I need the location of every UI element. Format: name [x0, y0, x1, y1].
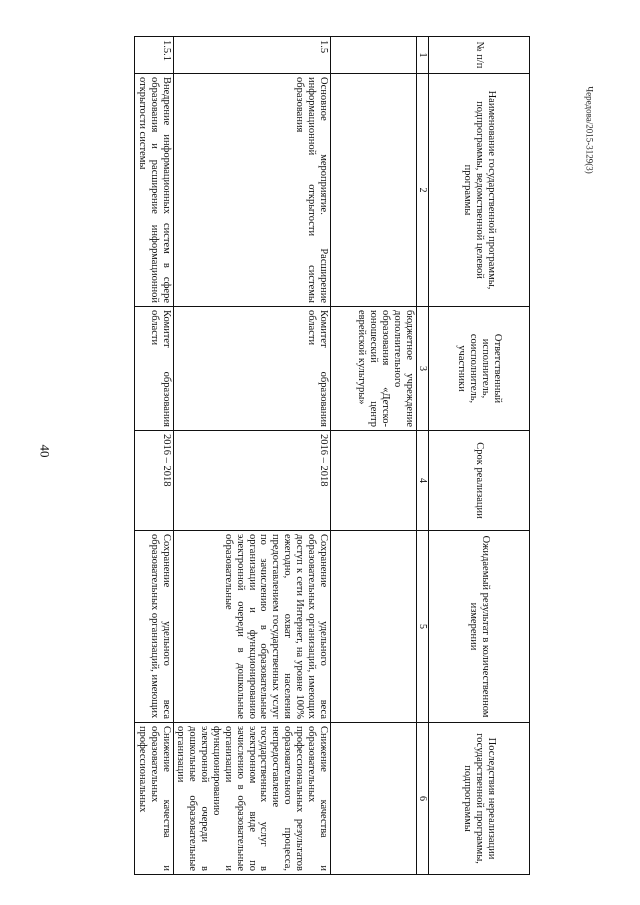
table-header [429, 37, 530, 875]
header-program-name: Наименование государственной программы, подпрограммы, ведомственной целевой программы [429, 74, 530, 307]
row-executor: бюджетное учреждение дополнительного образования «Детско-юношеский центр еврейской культуры» [330, 307, 416, 431]
row-executor: Комитет образования области [134, 307, 173, 431]
header-number: № п/п [429, 37, 530, 74]
column-number: 3 [416, 307, 428, 431]
column-number: 1 [416, 37, 428, 74]
program-measures-table [134, 36, 530, 875]
column-number: 5 [416, 531, 428, 723]
row-program-name: Основное мероприятие. Расширение информационной открытости системы образования [173, 74, 330, 307]
header-executor: Ответственный исполнитель, соисполнитель, участники [429, 307, 530, 431]
row-consequence: Снижение качества и образовательных профессиональных [134, 723, 173, 875]
row-term: 2016 – 2018 [134, 431, 173, 531]
document-code: Чередова/2015-3129(3) [584, 86, 595, 174]
column-number: 2 [416, 74, 428, 307]
row-consequence: Снижение качества и образовательных профессиональных результатов образовательного процесса, непредоставление государственных услуг в электронном виде по зачислению в образовательные организации и функционированию электронной очереди в дошкольные образовательные организации [173, 723, 330, 875]
row-expected-result [330, 531, 416, 723]
header-consequences: Последствия нереализации государственной программы, подпрограммы [429, 723, 530, 875]
row-expected-result: Сохранение удельного веса образовательных организаций, имеющих [134, 531, 173, 723]
row-consequence [330, 723, 416, 875]
column-number-row [416, 37, 428, 875]
row-program-name [330, 74, 416, 307]
row-term [330, 431, 416, 531]
table-row [134, 37, 173, 875]
row-number: 1.5 [173, 37, 330, 74]
header-term: Срок реализации [429, 431, 530, 531]
row-executor: Комитет образования области [173, 307, 330, 431]
column-number: 4 [416, 431, 428, 531]
row-number: 1.5.1 [134, 37, 173, 74]
table-row [330, 37, 416, 875]
row-term: 2016 – 2018 [173, 431, 330, 531]
column-number: 6 [416, 723, 428, 875]
row-program-name: Внедрение информационных систем в сфере образования и расширение информационной открытости системы [134, 74, 173, 307]
rotated-page-content [136, 36, 530, 874]
row-number [330, 37, 416, 74]
row-expected-result: Сохранение удельного веса образовательных организаций, имеющих доступ к сети Интернет, на уровне 100% ежегодно, охват населения предоставлением государственных услуг по зачислению в образовательные организации и функционированию электронной очереди в дошкольные образовательные [173, 531, 330, 723]
page-number: 40 [37, 444, 53, 458]
header-expected-result: Ожидаемый результат в количественном измерении [429, 531, 530, 723]
table-row [173, 37, 330, 875]
